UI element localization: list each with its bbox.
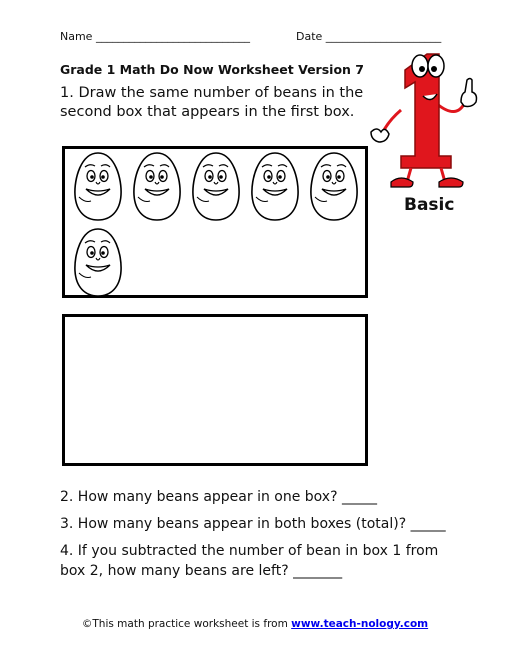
bean-icon (248, 149, 302, 223)
level-badge: Basic (404, 195, 455, 215)
question-1: 1. Draw the same number of beans in the second box that appears in the first box. (60, 85, 364, 120)
footer (0, 618, 510, 630)
footer-link[interactable]: www.teach-nology.com (291, 618, 429, 630)
question-2: 2. How many beans appear in one box? _____ (60, 489, 377, 505)
date-field-line[interactable]: Date _____________________ (296, 30, 442, 43)
worksheet-title: Grade 1 Math Do Now Worksheet Version 7 (60, 62, 364, 77)
number-one-mascot-icon (365, 40, 487, 192)
drawing-box-2[interactable] (62, 314, 368, 466)
bean-icon (130, 149, 184, 223)
question-4-line-2: box 2, how many beans are left? _______ (60, 563, 343, 579)
bean-icon (71, 149, 125, 223)
question-3: 3. How many beans appear in both boxes (total)? _____ (60, 516, 446, 532)
question-4 (60, 541, 460, 581)
bean-icon (307, 149, 361, 223)
name-field-line[interactable]: Name ____________________________ (60, 30, 250, 43)
footer-text: ©This math practice worksheet is from (81, 618, 292, 630)
bean-icon (189, 149, 243, 223)
question-4-line-1: 4. If you subtracted the number of bean in box 1 from (60, 543, 439, 559)
bean-box-1 (62, 146, 368, 298)
bean-icon (71, 225, 125, 299)
